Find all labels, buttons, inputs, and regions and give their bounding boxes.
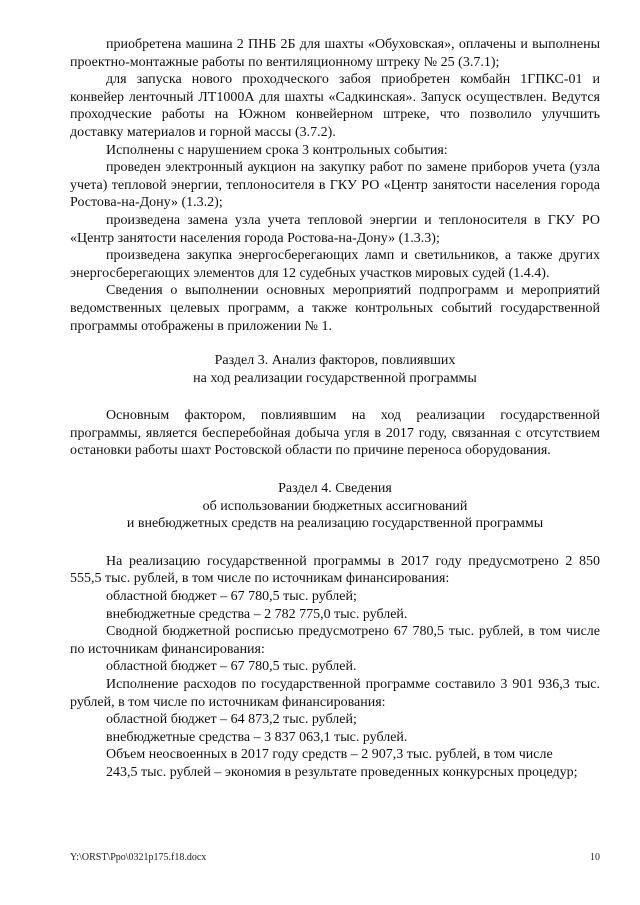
paragraph: произведена закупка энергосберегающих ламп и светильников, а также других энергосберегающих элементов для 12 судебных участков мировых судей (1.4.4). [70,248,600,281]
paragraph: Исполнены с нарушением срока 3 контрольных события: [106,142,448,158]
paragraph: проведен электронный аукцион на закупку работ по замене приборов учета (узла учета) тепловой энергии, теплоносителя в ГКУ РО «Центр занятости населения города Ростова-на-Дону» (1.3.2); [70,160,600,211]
document-body [70,36,600,782]
paragraph: для запуска нового проходческого забоя приобретен комбайн 1ГПКС-01 и конвейер ленточный ЛТ1000А для шахты «Садкинская». Запуск осуществлен. Ведутся проходческие работы на Южном конвейерном штреке, что позволило улучшить доставку материалов и горной массы (3.7.2). [70,72,600,140]
section-3-heading [70,352,600,387]
paragraph: Объем неосвоенных в 2017 году средств – 2 907,3 тыс. рублей, в том числе [106,747,553,763]
file-path: Y:\ORST\Ppo\0321p175.f18.docx [70,852,207,863]
paragraph: областной бюджет – 67 780,5 тыс. рублей. [106,659,357,675]
section-heading-line: Раздел 4. Сведения [278,481,392,497]
section-heading-line: об использовании бюджетных ассигнований [202,498,468,514]
paragraph: На реализацию государственной программы в 2017 году предусмотрено 2 850 555,5 тыс. рублей, в том числе по источникам финансирования: [70,553,600,587]
section-heading-line: Раздел 3. Анализ факторов, повлиявших [214,353,456,369]
section-4-heading [70,480,600,533]
paragraph: Основным фактором, повлиявшим на ход реализации государственной программы, является бесперебойная добыча угля в 2017 году, связанная с отсутствием остановки работы шахт Ростовской области по причине переноса оборудования. [70,408,600,459]
paragraph: внебюджетные средства – 2 782 775,0 тыс. рублей. [106,606,408,622]
paragraph: областной бюджет – 64 873,2 тыс. рублей; [106,712,357,728]
paragraph: Сводной бюджетной росписью предусмотрено 67 780,5 тыс. рублей, в том числе по источникам финансирования: [70,624,600,657]
paragraph: произведена замена узла учета тепловой энергии и теплоносителя в ГКУ РО «Центр занятости населения города Ростова-на-Дону» (1.3.3); [70,212,600,246]
paragraph: Сведения о выполнении основных мероприятий подпрограмм и мероприятий ведомственных целевых программ, а также контрольных событий государственной программы отображены в приложении № 1. [70,283,600,334]
section-heading-line: на ход реализации государственной программы [193,370,477,386]
paragraph: 243,5 тыс. рублей – экономия в результате проведенных конкурсных процедур; [106,764,578,780]
paragraph: приобретена машина 2 ПНБ 2Б для шахты «Обуховская», оплачены и выполнены проектно-монтажные работы по вентиляционному штреку № 25 (3.7.1); [70,37,600,70]
paragraph: внебюджетные средства – 3 837 063,1 тыс. рублей. [106,729,408,745]
paragraph: Исполнение расходов по государственной программе составило 3 901 936,3 тыс. рублей, в том числе по источникам финансирования: [70,677,600,710]
page-number: 10 [590,852,600,863]
section-heading-line: и внебюджетных средств на реализацию государственной программы [126,516,544,532]
paragraph: областной бюджет – 67 780,5 тыс. рублей; [106,589,357,605]
